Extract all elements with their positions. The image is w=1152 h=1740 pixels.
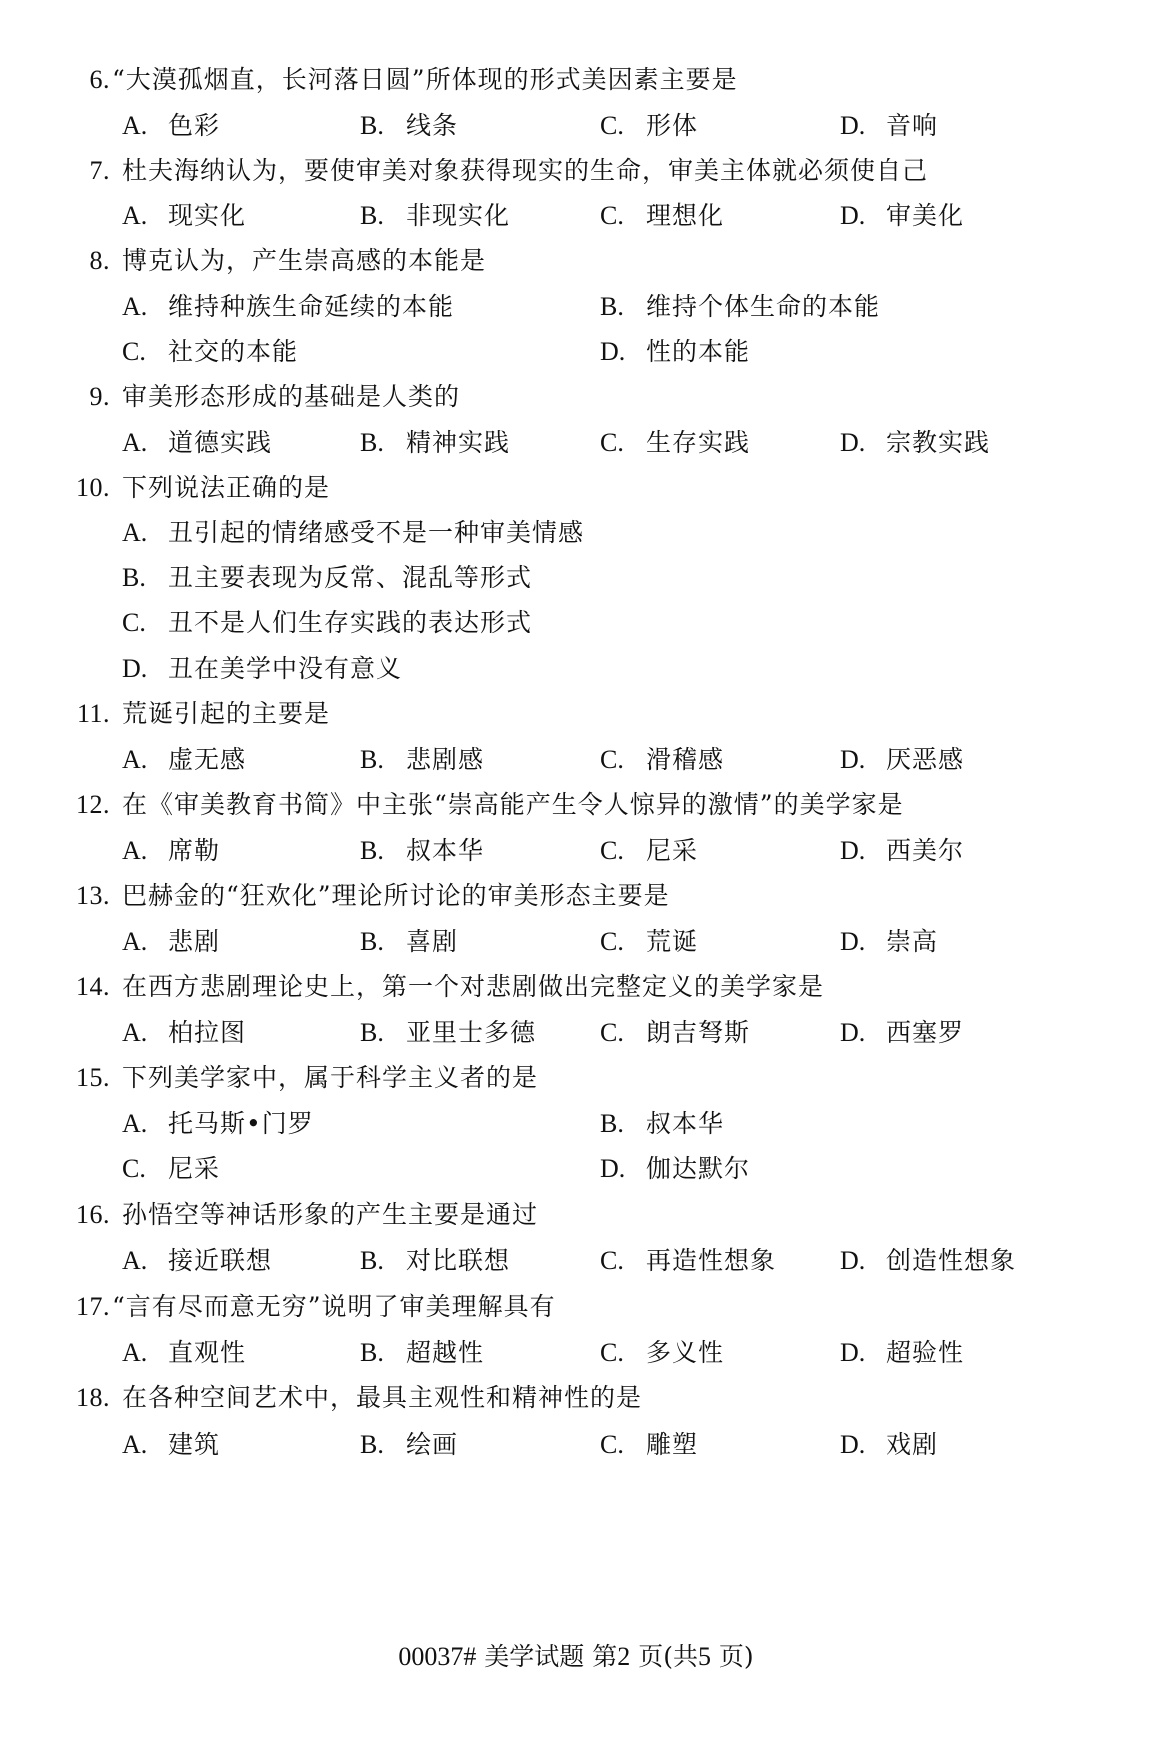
option-c: C. 尼采 [600, 836, 699, 865]
question-text: 在《审美教育书简》中主张“崇高能产生令人惊异的激情”的美学家是 [122, 790, 904, 819]
question-10-stem [0, 463, 1152, 513]
question-number: 15. [76, 1063, 110, 1092]
question-9-stem [0, 372, 1152, 422]
question-6-options [0, 101, 1152, 151]
exam-code: 00037# [398, 1642, 477, 1671]
page-suffix: 页) [718, 1642, 754, 1671]
question-text: 在西方悲剧理论史上，第一个对悲剧做出完整定义的美学家是 [122, 972, 825, 1001]
question-text: “大漠孤烟直，长河落日圆”所体现的形式美因素主要是 [112, 65, 738, 94]
option-a: A. 托马斯•门罗 [122, 1109, 314, 1138]
option-c: C. 再造性想象 [600, 1246, 777, 1275]
question-16-options [0, 1236, 1152, 1286]
page-current: 2 [617, 1642, 631, 1671]
option-a: A. 道德实践 [122, 428, 273, 457]
option-d: D. 伽达默尔 [600, 1154, 751, 1183]
option-d: D. 超验性 [840, 1338, 965, 1367]
option-b: B. 维持个体生命的本能 [600, 292, 881, 321]
exam-subject: 美学试题 [484, 1642, 585, 1671]
page-unit: 页(共 [638, 1642, 698, 1671]
question-text: 在各种空间艺术中，最具主观性和精神性的是 [122, 1383, 643, 1412]
question-7-stem [0, 146, 1152, 196]
question-18-stem [0, 1373, 1152, 1423]
question-text: 博克认为，产生崇高感的本能是 [122, 246, 487, 275]
question-text: 孙悟空等神话形象的产生主要是通过 [122, 1200, 539, 1229]
option-d: D. 崇高 [840, 927, 939, 956]
option-a: A. 接近联想 [122, 1246, 273, 1275]
question-12-stem [0, 780, 1152, 830]
question-6-stem [0, 55, 1152, 105]
question-16-stem [0, 1190, 1152, 1240]
option-a: A. 悲剧 [122, 927, 221, 956]
option-a: A. 丑引起的情绪感受不是一种审美情感 [122, 518, 585, 547]
page-footer [0, 1632, 1152, 1682]
option-c: C. 雕塑 [600, 1430, 699, 1459]
question-number: 16. [76, 1200, 110, 1229]
option-a: A. 直观性 [122, 1338, 247, 1367]
option-a: A. 现实化 [122, 201, 247, 230]
option-c: C. 形体 [600, 111, 699, 140]
option-d: D. 戏剧 [840, 1430, 939, 1459]
question-11-stem [0, 689, 1152, 739]
question-15-options-row-2 [0, 1144, 1152, 1194]
option-d: D. 创造性想象 [840, 1246, 1017, 1275]
option-b: B. 悲剧感 [360, 745, 485, 774]
option-d: D. 审美化 [840, 201, 965, 230]
question-12-options [0, 826, 1152, 876]
option-c: C. 滑稽感 [600, 745, 725, 774]
question-number: 12. [76, 790, 110, 819]
question-11-options [0, 735, 1152, 785]
question-8-options-row-1 [0, 282, 1152, 332]
question-8-stem [0, 236, 1152, 286]
option-a: A. 维持种族生命延续的本能 [122, 292, 455, 321]
question-7-options [0, 191, 1152, 241]
question-10-option-b [0, 553, 1152, 603]
option-a: A. 柏拉图 [122, 1018, 247, 1047]
question-9-options [0, 418, 1152, 468]
question-8-options-row-2 [0, 327, 1152, 377]
question-number: 6. [89, 65, 110, 94]
option-a: A. 色彩 [122, 111, 221, 140]
question-text: 荒诞引起的主要是 [122, 699, 331, 728]
option-b: B. 对比联想 [360, 1246, 511, 1275]
option-c: C. 理想化 [600, 201, 725, 230]
option-c: C. 丑不是人们生存实践的表达形式 [122, 608, 533, 637]
option-d: D. 性的本能 [600, 337, 751, 366]
question-13-stem [0, 871, 1152, 921]
question-number: 13. [76, 881, 110, 910]
option-c: C. 尼采 [122, 1154, 221, 1183]
option-b: B. 丑主要表现为反常、混乱等形式 [122, 563, 533, 592]
option-b: B. 叔本华 [600, 1109, 725, 1138]
option-d: D. 丑在美学中没有意义 [122, 654, 403, 683]
question-text: 下列美学家中，属于科学主义者的是 [122, 1063, 539, 1092]
question-10-option-d [0, 644, 1152, 694]
question-text: 巴赫金的“狂欢化”理论所讨论的审美形态主要是 [122, 881, 670, 910]
question-number: 10. [76, 473, 110, 502]
question-15-stem [0, 1053, 1152, 1103]
option-a: A. 席勒 [122, 836, 221, 865]
option-d: D. 音响 [840, 111, 939, 140]
question-10-option-c [0, 598, 1152, 648]
question-17-stem [0, 1282, 1152, 1332]
option-d: D. 厌恶感 [840, 745, 965, 774]
question-number: 7. [89, 156, 110, 185]
question-number: 18. [76, 1383, 110, 1412]
option-c: C. 多义性 [600, 1338, 725, 1367]
option-b: B. 精神实践 [360, 428, 511, 457]
option-d: D. 宗教实践 [840, 428, 991, 457]
question-number: 17. [76, 1292, 110, 1321]
option-b: B. 喜剧 [360, 927, 459, 956]
option-b: B. 叔本华 [360, 836, 485, 865]
option-b: B. 绘画 [360, 1430, 459, 1459]
question-number: 14. [76, 972, 110, 1001]
option-b: B. 线条 [360, 111, 459, 140]
question-number: 9. [89, 382, 110, 411]
option-d: D. 西美尔 [840, 836, 965, 865]
question-number: 11. [76, 699, 110, 728]
question-13-options [0, 917, 1152, 967]
question-text: “言有尽而意无穷”说明了审美理解具有 [112, 1292, 556, 1321]
option-b: B. 亚里士多德 [360, 1018, 537, 1047]
question-10-option-a [0, 508, 1152, 558]
option-c: C. 荒诞 [600, 927, 699, 956]
question-14-stem [0, 962, 1152, 1012]
question-text: 下列说法正确的是 [122, 473, 331, 502]
question-number: 8. [89, 246, 110, 275]
option-c: C. 社交的本能 [122, 337, 299, 366]
option-a: A. 虚无感 [122, 745, 247, 774]
option-c: C. 生存实践 [600, 428, 751, 457]
page-prefix: 第 [592, 1642, 618, 1671]
question-text: 杜夫海纳认为，要使审美对象获得现实的生命，审美主体就必须使自己 [122, 156, 929, 185]
option-b: B. 非现实化 [360, 201, 511, 230]
question-17-options [0, 1328, 1152, 1378]
option-d: D. 西塞罗 [840, 1018, 965, 1047]
question-text: 审美形态形成的基础是人类的 [122, 382, 461, 411]
question-14-options [0, 1008, 1152, 1058]
question-18-options [0, 1420, 1152, 1470]
option-a: A. 建筑 [122, 1430, 221, 1459]
question-15-options-row-1 [0, 1099, 1152, 1149]
page-total: 5 [697, 1642, 711, 1671]
option-c: C. 朗吉弩斯 [600, 1018, 751, 1047]
option-b: B. 超越性 [360, 1338, 485, 1367]
